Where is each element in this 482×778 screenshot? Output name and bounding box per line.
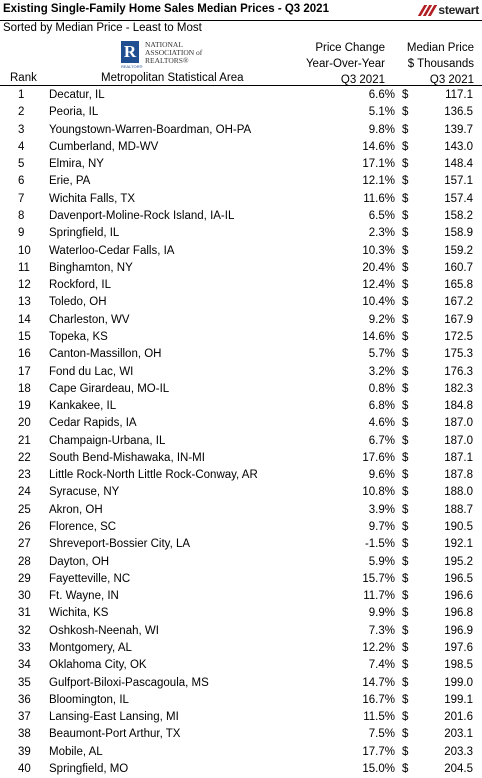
median-price-cell: 187.8: [444, 469, 473, 482]
median-price-cell: 188.7: [444, 503, 473, 516]
rank-cell: 7: [18, 192, 25, 205]
msa-cell: Akron, OH: [49, 503, 103, 516]
median-price-cell: 198.5: [444, 659, 473, 672]
price-change-cell: 17.6%: [362, 451, 395, 464]
currency-symbol: $: [402, 693, 409, 706]
price-change-header: [306, 40, 385, 88]
table-row: [0, 104, 482, 121]
price-change-cell: 3.2%: [368, 365, 395, 378]
table-row: [0, 640, 482, 657]
median-price-cell: 148.4: [444, 158, 473, 171]
price-change-cell: 3.9%: [368, 503, 395, 516]
currency-symbol: $: [402, 711, 409, 724]
table-row: [0, 312, 482, 329]
msa-cell: Ft. Wayne, IN: [49, 590, 119, 603]
rank-cell: 5: [18, 158, 25, 171]
currency-symbol: $: [402, 175, 409, 188]
msa-cell: Florence, SC: [49, 521, 117, 534]
price-change-cell: 17.1%: [362, 158, 395, 171]
table-row: [0, 173, 482, 190]
rank-cell: 21: [18, 434, 31, 447]
realtor-mark-label: REALTOR®: [121, 64, 143, 69]
price-change-cell: 9.7%: [368, 521, 395, 534]
currency-symbol: $: [402, 158, 409, 171]
price-change-cell: 0.8%: [368, 382, 395, 395]
rank-cell: 39: [18, 745, 31, 758]
table-row: [0, 346, 482, 363]
table-row: [0, 588, 482, 605]
currency-symbol: $: [402, 296, 409, 309]
msa-cell: Oklahoma City, OK: [49, 659, 147, 672]
rank-cell: 27: [18, 538, 31, 551]
msa-cell: Mobile, AL: [49, 745, 103, 758]
median-price-cell: 197.6: [444, 642, 473, 654]
currency-symbol: $: [402, 330, 409, 343]
currency-symbol: $: [402, 745, 409, 758]
price-change-cell: 5.9%: [368, 555, 395, 568]
median-price-cell: 203.3: [444, 745, 473, 758]
median-price-cell: 176.3: [444, 365, 473, 378]
table-row: [0, 744, 482, 761]
median-price-cell: 199.1: [444, 693, 473, 706]
rank-cell: 1: [18, 89, 25, 101]
nar-line: ASSOCIATION of: [145, 48, 203, 57]
msa-cell: Decatur, IL: [49, 89, 105, 101]
msa-header: Metropolitan Statistical Area: [101, 72, 244, 84]
rank-cell: 14: [18, 313, 31, 326]
rank-cell: 13: [18, 296, 31, 309]
msa-cell: Syracuse, NY: [49, 486, 120, 499]
msa-cell: Cedar Rapids, IA: [49, 417, 137, 430]
table-row: [0, 381, 482, 398]
median-price-cell: 139.7: [444, 123, 473, 136]
median-price-cell: 195.2: [444, 555, 473, 568]
price-change-cell: 7.3%: [368, 624, 395, 637]
nar-line: REALTORS®: [145, 56, 189, 65]
median-price-cell: 159.2: [444, 244, 473, 257]
msa-cell: Binghamton, NY: [49, 261, 133, 274]
report-subtitle: Sorted by Median Price - Least to Most: [3, 22, 202, 34]
table-row: [0, 329, 482, 346]
currency-symbol: $: [402, 572, 409, 585]
median-price-cell: 172.5: [444, 330, 473, 343]
msa-cell: Wichita, KS: [49, 607, 109, 620]
currency-symbol: $: [402, 192, 409, 205]
table-row: [0, 519, 482, 536]
median-price-cell: 117.1: [445, 89, 473, 101]
msa-cell: Champaign-Urbana, IL: [49, 434, 166, 447]
median-price-cell: 201.6: [444, 711, 473, 724]
table-row: [0, 208, 482, 225]
price-change-cell: 9.2%: [368, 313, 395, 326]
median-price-cell: 187.1: [444, 451, 473, 464]
median-price-cell: 187.0: [444, 417, 473, 430]
median-price-cell: 165.8: [444, 279, 473, 292]
msa-cell: Charleston, WV: [49, 313, 130, 326]
currency-symbol: $: [402, 313, 409, 326]
msa-cell: Bloomington, IL: [49, 693, 129, 706]
currency-symbol: $: [402, 106, 409, 119]
median-price-cell: 157.1: [444, 175, 473, 188]
nar-logo-text: [145, 41, 202, 65]
currency-symbol: $: [402, 624, 409, 637]
price-change-cell: 4.6%: [368, 417, 395, 430]
median-price-cell: 160.7: [444, 261, 473, 274]
rank-cell: 2: [18, 106, 25, 119]
price-change-cell: 5.1%: [368, 106, 395, 119]
price-change-cell: 14.6%: [362, 330, 395, 343]
price-change-cell: 2.3%: [368, 227, 395, 240]
data-table: [0, 87, 482, 778]
header-line: Price Change: [315, 42, 385, 54]
msa-cell: Shreveport-Bossier City, LA: [49, 538, 191, 551]
price-change-cell: 20.4%: [362, 261, 395, 274]
msa-cell: South Bend-Mishawaka, IN-MI: [49, 451, 205, 464]
nar-line: NATIONAL: [145, 40, 183, 49]
price-change-cell: 11.6%: [363, 192, 395, 205]
table-row: [0, 139, 482, 156]
rank-cell: 24: [18, 486, 31, 499]
table-row: [0, 502, 482, 519]
header-line: Median Price: [406, 42, 474, 54]
rank-cell: 36: [18, 693, 31, 706]
rank-cell: 40: [18, 762, 31, 775]
currency-symbol: $: [402, 244, 409, 257]
table-row: [0, 243, 482, 260]
stewart-logo: [415, 3, 479, 17]
price-change-cell: 10.3%: [362, 244, 395, 257]
currency-symbol: $: [402, 227, 409, 240]
currency-symbol: $: [402, 400, 409, 413]
price-change-cell: 12.2%: [362, 642, 395, 654]
price-change-cell: 6.7%: [368, 434, 395, 447]
price-change-cell: 10.8%: [362, 486, 395, 499]
rank-cell: 11: [18, 261, 30, 274]
currency-symbol: $: [402, 140, 409, 153]
table-row: [0, 260, 482, 277]
price-change-cell: 12.1%: [362, 175, 395, 188]
currency-symbol: $: [402, 451, 409, 464]
median-price-cell: 190.5: [444, 521, 473, 534]
msa-cell: Rockford, IL: [49, 279, 111, 292]
currency-symbol: $: [402, 417, 409, 430]
table-row: [0, 225, 482, 242]
msa-cell: Little Rock-North Little Rock-Conway, AR: [49, 469, 258, 482]
table-row: [0, 726, 482, 743]
msa-cell: Gulfport-Biloxi-Pascagoula, MS: [49, 676, 209, 689]
price-change-cell: 9.6%: [368, 469, 395, 482]
currency-symbol: $: [402, 123, 409, 136]
currency-symbol: $: [402, 642, 409, 654]
currency-symbol: $: [402, 261, 409, 274]
rank-cell: 31: [18, 607, 31, 620]
msa-cell: Springfield, MO: [49, 762, 129, 775]
median-price-cell: 175.3: [444, 348, 473, 361]
rank-cell: 6: [18, 175, 25, 188]
price-change-cell: 14.7%: [362, 676, 395, 689]
price-change-cell: 9.8%: [368, 123, 395, 136]
msa-cell: Canton-Massillon, OH: [49, 348, 162, 361]
rank-cell: 19: [18, 400, 31, 413]
title-bar: [0, 0, 482, 21]
rank-cell: 33: [18, 642, 31, 654]
rank-cell: 35: [18, 676, 31, 689]
msa-cell: Erie, PA: [49, 175, 91, 188]
rank-cell: 3: [18, 123, 25, 136]
msa-cell: Dayton, OH: [49, 555, 110, 568]
rank-cell: 10: [18, 244, 31, 257]
table-row: [0, 709, 482, 726]
median-price-cell: 192.1: [444, 538, 473, 551]
median-price-cell: 199.0: [444, 676, 473, 689]
rank-cell: 12: [18, 279, 31, 292]
msa-cell: Topeka, KS: [49, 330, 108, 343]
price-change-cell: 15.0%: [362, 762, 395, 775]
msa-cell: Fayetteville, NC: [49, 572, 131, 585]
table-row: [0, 398, 482, 415]
msa-cell: Springfield, IL: [49, 227, 120, 240]
table-row: [0, 484, 482, 501]
rank-cell: 8: [18, 209, 25, 222]
median-price-cell: 157.4: [444, 192, 473, 205]
rank-cell: 22: [18, 451, 31, 464]
price-change-cell: 12.4%: [362, 279, 395, 292]
median-price-cell: 188.0: [444, 486, 473, 499]
currency-symbol: $: [402, 486, 409, 499]
currency-symbol: $: [402, 365, 409, 378]
currency-symbol: $: [402, 659, 409, 672]
stewart-logo-icon: [415, 5, 437, 16]
price-change-cell: 11.7%: [363, 590, 395, 603]
rank-cell: 9: [18, 227, 25, 240]
rank-cell: 29: [18, 572, 31, 585]
currency-symbol: $: [402, 503, 409, 516]
msa-cell: Davenport-Moline-Rock Island, IA-IL: [49, 209, 235, 222]
table-row: [0, 364, 482, 381]
rank-cell: 23: [18, 469, 31, 482]
table-row: [0, 554, 482, 571]
rank-cell: 15: [18, 330, 31, 343]
rank-cell: 28: [18, 555, 31, 568]
price-change-cell: 6.5%: [368, 209, 395, 222]
msa-cell: Peoria, IL: [49, 106, 99, 119]
median-price-cell: 158.2: [444, 209, 473, 222]
msa-cell: Fond du Lac, WI: [49, 365, 134, 378]
median-price-cell: 196.5: [444, 572, 473, 585]
rank-cell: 32: [18, 624, 31, 637]
msa-cell: Oshkosh-Neenah, WI: [49, 624, 159, 637]
msa-cell: Toledo, OH: [49, 296, 107, 309]
price-change-cell: -1.5%: [364, 538, 395, 551]
table-row: [0, 692, 482, 709]
price-change-cell: 16.7%: [362, 693, 395, 706]
currency-symbol: $: [402, 521, 409, 534]
table-row: [0, 87, 482, 104]
price-change-cell: 15.7%: [362, 572, 395, 585]
table-row: [0, 657, 482, 674]
median-price-cell: 143.0: [444, 140, 473, 153]
rank-cell: 17: [18, 365, 31, 378]
currency-symbol: $: [402, 762, 409, 775]
price-change-cell: 6.8%: [368, 400, 395, 413]
table-row: [0, 294, 482, 311]
currency-symbol: $: [402, 279, 409, 292]
msa-cell: Waterloo-Cedar Falls, IA: [49, 244, 175, 257]
rank-cell: 16: [18, 348, 31, 361]
rank-cell: 20: [18, 417, 31, 430]
currency-symbol: $: [402, 434, 409, 447]
msa-cell: Elmira, NY: [49, 158, 104, 171]
median-price-cell: 203.1: [444, 728, 473, 741]
rank-cell: 30: [18, 590, 31, 603]
price-change-cell: 11.5%: [363, 711, 395, 724]
currency-symbol: $: [402, 590, 409, 603]
msa-cell: Lansing-East Lansing, MI: [49, 711, 179, 724]
price-change-cell: 9.9%: [368, 607, 395, 620]
median-price-cell: 196.8: [444, 607, 473, 620]
rank-cell: 4: [18, 140, 25, 153]
msa-cell: Youngstown-Warren-Boardman, OH-PA: [49, 123, 252, 136]
table-row: [0, 191, 482, 208]
currency-symbol: $: [402, 209, 409, 222]
median-price-cell: 196.6: [444, 590, 473, 603]
header-line: $ Thousands: [407, 58, 474, 70]
currency-symbol: $: [402, 382, 409, 395]
price-change-cell: 14.6%: [362, 140, 395, 153]
realtor-r-icon: R: [121, 41, 139, 63]
currency-symbol: $: [402, 538, 409, 551]
currency-symbol: $: [402, 348, 409, 361]
currency-symbol: $: [402, 676, 409, 689]
price-change-cell: 10.4%: [362, 296, 395, 309]
price-change-cell: 5.7%: [368, 348, 395, 361]
rank-cell: 26: [18, 521, 31, 534]
median-price-cell: 158.9: [444, 227, 473, 240]
msa-cell: Kankakee, IL: [49, 400, 117, 413]
median-price-header: [407, 40, 474, 88]
report-title: Existing Single-Family Home Sales Median Prices - Q3 2021: [3, 3, 329, 15]
stewart-logo-text: stewart: [438, 3, 479, 17]
median-price-cell: 184.8: [444, 400, 473, 413]
table-row: [0, 450, 482, 467]
table-row: [0, 277, 482, 294]
table-row: [0, 433, 482, 450]
rank-header: Rank: [10, 72, 37, 84]
rank-cell: 34: [18, 659, 31, 672]
table-row: [0, 675, 482, 692]
rank-cell: 18: [18, 382, 31, 395]
header-divider: [0, 85, 482, 86]
median-price-cell: 204.5: [444, 762, 473, 775]
median-price-cell: 167.9: [444, 313, 473, 326]
table-row: [0, 761, 482, 778]
median-price-cell: 182.3: [444, 382, 473, 395]
table-row: [0, 605, 482, 622]
msa-cell: Wichita Falls, TX: [49, 192, 136, 205]
msa-cell: Beaumont-Port Arthur, TX: [49, 728, 181, 741]
median-price-cell: 196.9: [444, 624, 473, 637]
price-change-cell: 7.4%: [368, 659, 395, 672]
header-line: Q3 2021: [340, 74, 385, 86]
currency-symbol: $: [402, 469, 409, 482]
median-price-cell: 136.5: [444, 106, 473, 119]
median-price-cell: 167.2: [444, 296, 473, 309]
currency-symbol: $: [402, 89, 409, 101]
table-row: [0, 536, 482, 553]
header-line: Q3 2021: [429, 74, 474, 86]
table-row: [0, 571, 482, 588]
table-row: [0, 415, 482, 432]
table-row: [0, 156, 482, 173]
price-change-cell: 7.5%: [368, 728, 395, 741]
rank-cell: 38: [18, 728, 31, 741]
price-change-cell: 6.6%: [368, 89, 395, 101]
median-price-cell: 187.0: [444, 434, 473, 447]
msa-cell: Cumberland, MD-WV: [49, 140, 159, 153]
nar-logo: [121, 40, 231, 70]
rank-cell: 37: [18, 711, 31, 724]
msa-cell: Cape Girardeau, MO-IL: [49, 382, 170, 395]
table-row: [0, 122, 482, 139]
currency-symbol: $: [402, 555, 409, 568]
header-line: Year-Over-Year: [305, 58, 385, 70]
msa-cell: Montgomery, AL: [49, 642, 132, 654]
table-row: [0, 623, 482, 640]
price-change-cell: 17.7%: [362, 745, 395, 758]
table-row: [0, 467, 482, 484]
rank-cell: 25: [18, 503, 31, 516]
currency-symbol: $: [402, 607, 409, 620]
currency-symbol: $: [402, 728, 409, 741]
